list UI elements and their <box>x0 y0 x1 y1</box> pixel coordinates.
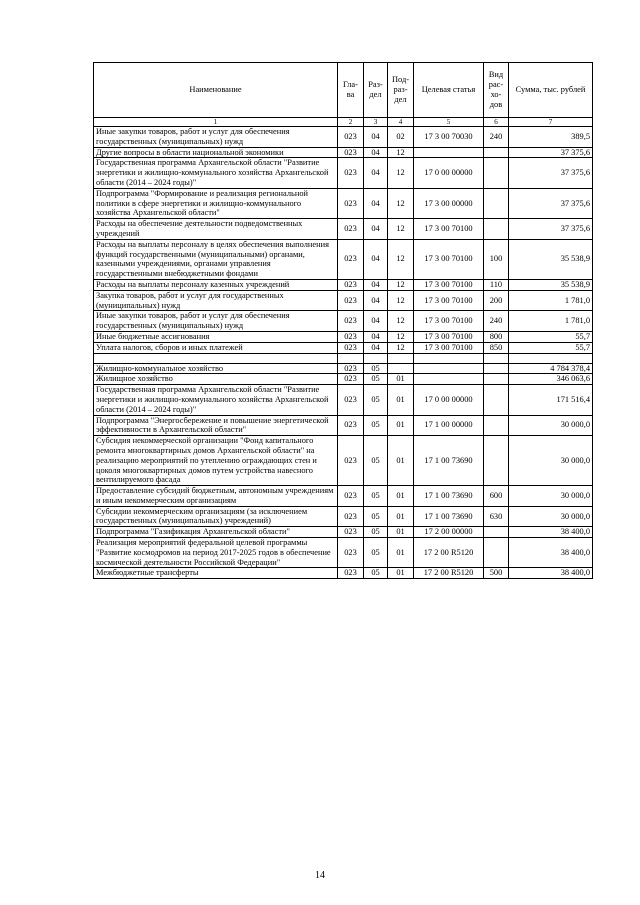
row-subsection: 12 <box>388 331 414 342</box>
row-subsection: 01 <box>388 415 414 436</box>
row-chapter: 023 <box>338 331 364 342</box>
row-expense: 600 <box>484 486 509 507</box>
table-row <box>94 158 593 188</box>
row-name <box>94 353 338 363</box>
column-index: 1 <box>94 118 338 127</box>
table-row <box>94 239 593 279</box>
row-name: Государственная программа Архангельской области "Развитие энергетики и жилищно-коммунального хозяйства Архангельской области (2014 – 2024 годы)" <box>94 385 338 415</box>
row-name: Субсидии некоммерческим организациям (за исключением государственных (муниципальных) учреждений) <box>94 506 338 527</box>
row-expense: 200 <box>484 290 509 311</box>
row-section: 05 <box>364 374 388 385</box>
table-row <box>94 436 593 486</box>
row-subsection: 12 <box>388 158 414 188</box>
row-sum: 37 375,6 <box>509 158 593 188</box>
row-subsection: 01 <box>388 506 414 527</box>
row-section: 04 <box>364 239 388 279</box>
table-row <box>94 568 593 579</box>
header-target: Целевая статья <box>414 63 484 118</box>
table-row <box>94 290 593 311</box>
row-target <box>414 363 484 374</box>
row-sum: 38 400,0 <box>509 538 593 568</box>
row-sum: 37 375,6 <box>509 188 593 218</box>
row-name: Жилищно-коммунальное хозяйство <box>94 363 338 374</box>
table-row <box>94 385 593 415</box>
header-sum: Сумма, тыс. рублей <box>509 63 593 118</box>
row-chapter <box>338 353 364 363</box>
row-name: Другие вопросы в области национальной экономики <box>94 147 338 158</box>
row-section: 05 <box>364 538 388 568</box>
table-row <box>94 486 593 507</box>
row-subsection: 01 <box>388 527 414 538</box>
row-target <box>414 353 484 363</box>
row-section: 04 <box>364 342 388 353</box>
row-chapter: 023 <box>338 219 364 240</box>
row-expense <box>484 374 509 385</box>
row-sum: 37 375,6 <box>509 219 593 240</box>
row-chapter: 023 <box>338 158 364 188</box>
table-row <box>94 188 593 218</box>
row-section: 05 <box>364 506 388 527</box>
header-chapter: Гла-ва <box>338 63 364 118</box>
table-row <box>94 415 593 436</box>
row-name: Подпрограмма "Формирование и реализация региональной политики в сфере энергетики и жилищно-коммунального хозяйства Архангельской области" <box>94 188 338 218</box>
header-name: Наименование <box>94 63 338 118</box>
row-sum: 346 063,6 <box>509 374 593 385</box>
row-section: 05 <box>364 436 388 486</box>
row-name: Закупка товаров, работ и услуг для государственных (муниципальных) нужд <box>94 290 338 311</box>
table-body <box>94 127 593 579</box>
row-subsection: 12 <box>388 290 414 311</box>
row-chapter: 023 <box>338 538 364 568</box>
row-sum: 55,7 <box>509 331 593 342</box>
row-sum: 30 000,0 <box>509 415 593 436</box>
row-name: Подпрограмма "Газификация Архангельской области" <box>94 527 338 538</box>
row-name: Межбюджетные трансферты <box>94 568 338 579</box>
row-target: 17 3 00 70030 <box>414 127 484 148</box>
row-chapter: 023 <box>338 239 364 279</box>
row-chapter: 023 <box>338 568 364 579</box>
row-chapter: 023 <box>338 415 364 436</box>
row-subsection: 02 <box>388 127 414 148</box>
row-target: 17 2 00 R5120 <box>414 538 484 568</box>
row-sum: 38 400,0 <box>509 568 593 579</box>
row-target: 17 2 00 R5120 <box>414 568 484 579</box>
row-name: Реализация мероприятий федеральной целевой программы "Развитие космодромов на период 2017-2025 годов в обеспечение космической деятельности Российской Федерации" <box>94 538 338 568</box>
row-section: 04 <box>364 158 388 188</box>
row-chapter: 023 <box>338 436 364 486</box>
table-row <box>94 374 593 385</box>
row-expense: 110 <box>484 279 509 290</box>
row-chapter: 023 <box>338 527 364 538</box>
page-number: 14 <box>315 870 325 881</box>
row-subsection: 12 <box>388 188 414 218</box>
row-target: 17 1 00 73690 <box>414 436 484 486</box>
row-expense: 800 <box>484 331 509 342</box>
row-target: 17 3 00 70100 <box>414 331 484 342</box>
row-expense <box>484 158 509 188</box>
row-sum: 55,7 <box>509 342 593 353</box>
row-sum: 35 538,9 <box>509 239 593 279</box>
row-expense <box>484 538 509 568</box>
table-row <box>94 353 593 363</box>
row-expense <box>484 527 509 538</box>
row-chapter: 023 <box>338 363 364 374</box>
row-sum: 30 000,0 <box>509 436 593 486</box>
row-name: Жилищное хозяйство <box>94 374 338 385</box>
row-expense <box>484 385 509 415</box>
row-chapter: 023 <box>338 188 364 218</box>
row-name: Уплата налогов, сборов и иных платежей <box>94 342 338 353</box>
row-chapter: 023 <box>338 385 364 415</box>
table-row <box>94 331 593 342</box>
row-section: 04 <box>364 290 388 311</box>
row-subsection <box>388 363 414 374</box>
row-target: 17 1 00 00000 <box>414 415 484 436</box>
row-subsection: 12 <box>388 279 414 290</box>
row-expense <box>484 436 509 486</box>
column-index-row <box>94 118 593 127</box>
row-target: 17 3 00 70100 <box>414 290 484 311</box>
row-expense: 100 <box>484 239 509 279</box>
row-target: 17 3 00 70100 <box>414 279 484 290</box>
table-row <box>94 147 593 158</box>
row-chapter: 023 <box>338 374 364 385</box>
row-expense: 500 <box>484 568 509 579</box>
row-sum: 38 400,0 <box>509 527 593 538</box>
row-name: Предоставление субсидий бюджетным, автономным учреждениям и иным некоммерческим организациям <box>94 486 338 507</box>
row-target: 17 0 00 00000 <box>414 385 484 415</box>
row-target: 17 3 00 70100 <box>414 219 484 240</box>
header-section: Раз-дел <box>364 63 388 118</box>
row-chapter: 023 <box>338 311 364 332</box>
row-expense: 240 <box>484 311 509 332</box>
row-chapter: 023 <box>338 279 364 290</box>
column-index: 4 <box>388 118 414 127</box>
row-name: Государственная программа Архангельской области "Развитие энергетики и жилищно-коммунального хозяйства Архангельской области (2014 – 2024 годы)" <box>94 158 338 188</box>
column-index: 7 <box>509 118 593 127</box>
row-section: 04 <box>364 127 388 148</box>
row-subsection: 12 <box>388 342 414 353</box>
column-index: 5 <box>414 118 484 127</box>
row-subsection: 12 <box>388 239 414 279</box>
row-sum: 171 516,4 <box>509 385 593 415</box>
row-target: 17 3 00 70100 <box>414 311 484 332</box>
row-name: Иные закупки товаров, работ и услуг для обеспечения государственных (муниципальных) нужд <box>94 127 338 148</box>
row-expense <box>484 415 509 436</box>
row-name: Расходы на выплаты персоналу в целях обеспечения выполнения функций государственными (муниципальными) органами, казенными учреждениями, органами управления государственными внебюджетными фондами <box>94 239 338 279</box>
row-section: 05 <box>364 415 388 436</box>
table-row <box>94 363 593 374</box>
row-target: 17 2 00 00000 <box>414 527 484 538</box>
row-sum: 1 781,0 <box>509 290 593 311</box>
row-sum: 30 000,0 <box>509 486 593 507</box>
row-target: 17 3 00 70100 <box>414 239 484 279</box>
row-sum: 30 000,0 <box>509 506 593 527</box>
row-subsection: 01 <box>388 436 414 486</box>
row-section: 04 <box>364 188 388 218</box>
row-subsection: 12 <box>388 311 414 332</box>
table-row <box>94 279 593 290</box>
row-target: 17 1 00 73690 <box>414 506 484 527</box>
row-chapter: 023 <box>338 342 364 353</box>
row-expense <box>484 219 509 240</box>
table-row <box>94 538 593 568</box>
row-subsection: 01 <box>388 374 414 385</box>
budget-table <box>93 62 593 579</box>
row-section: 05 <box>364 385 388 415</box>
row-subsection: 01 <box>388 538 414 568</box>
row-name: Расходы на обеспечение деятельности подведомственных учреждений <box>94 219 338 240</box>
row-sum: 37 375,6 <box>509 147 593 158</box>
row-target: 17 3 00 70100 <box>414 342 484 353</box>
row-chapter: 023 <box>338 290 364 311</box>
row-target: 17 3 00 00000 <box>414 188 484 218</box>
row-expense: 240 <box>484 127 509 148</box>
row-expense <box>484 353 509 363</box>
row-sum: 389,5 <box>509 127 593 148</box>
table-row <box>94 311 593 332</box>
row-target: 17 1 00 73690 <box>414 486 484 507</box>
row-section: 05 <box>364 568 388 579</box>
row-target: 17 0 00 00000 <box>414 158 484 188</box>
table-row <box>94 342 593 353</box>
row-chapter: 023 <box>338 127 364 148</box>
row-expense <box>484 188 509 218</box>
row-name: Субсидия некоммерческой организации "Фонд капитального ремонта многоквартирных домов Архангельской области" на реализацию мероприятий по утеплению ограждающих стен и цоколя многоквартирных домов путем устройства навесного вентилируемого фасада <box>94 436 338 486</box>
header-subsection: Под-раз-дел <box>388 63 414 118</box>
column-index: 2 <box>338 118 364 127</box>
row-expense: 630 <box>484 506 509 527</box>
row-chapter: 023 <box>338 147 364 158</box>
row-section: 05 <box>364 527 388 538</box>
row-section: 04 <box>364 311 388 332</box>
row-section: 04 <box>364 147 388 158</box>
row-chapter: 023 <box>338 486 364 507</box>
row-expense <box>484 147 509 158</box>
row-target <box>414 374 484 385</box>
row-name: Иные бюджетные ассигнования <box>94 331 338 342</box>
row-subsection: 01 <box>388 486 414 507</box>
row-sum: 1 781,0 <box>509 311 593 332</box>
row-name: Подпрограмма "Энергосбережение и повышение энергетической эффективности в Архангельской области" <box>94 415 338 436</box>
table-row <box>94 127 593 148</box>
row-target <box>414 147 484 158</box>
column-index: 6 <box>484 118 509 127</box>
row-subsection: 01 <box>388 385 414 415</box>
row-expense <box>484 363 509 374</box>
row-section: 04 <box>364 219 388 240</box>
row-subsection: 12 <box>388 219 414 240</box>
table-row <box>94 219 593 240</box>
row-section <box>364 353 388 363</box>
row-sum: 35 538,9 <box>509 279 593 290</box>
row-sum: 4 784 378,4 <box>509 363 593 374</box>
column-index: 3 <box>364 118 388 127</box>
row-chapter: 023 <box>338 506 364 527</box>
row-name: Расходы на выплаты персоналу казенных учреждений <box>94 279 338 290</box>
row-subsection <box>388 353 414 363</box>
table-row <box>94 506 593 527</box>
row-subsection: 12 <box>388 147 414 158</box>
row-section: 05 <box>364 486 388 507</box>
table-row <box>94 527 593 538</box>
row-section: 04 <box>364 331 388 342</box>
row-expense: 850 <box>484 342 509 353</box>
row-section: 05 <box>364 363 388 374</box>
header-expense: Вид рас-хо-дов <box>484 63 509 118</box>
row-sum <box>509 353 593 363</box>
row-subsection: 01 <box>388 568 414 579</box>
row-name: Иные закупки товаров, работ и услуг для обеспечения государственных (муниципальных) нужд <box>94 311 338 332</box>
header-row <box>94 63 593 118</box>
row-section: 04 <box>364 279 388 290</box>
